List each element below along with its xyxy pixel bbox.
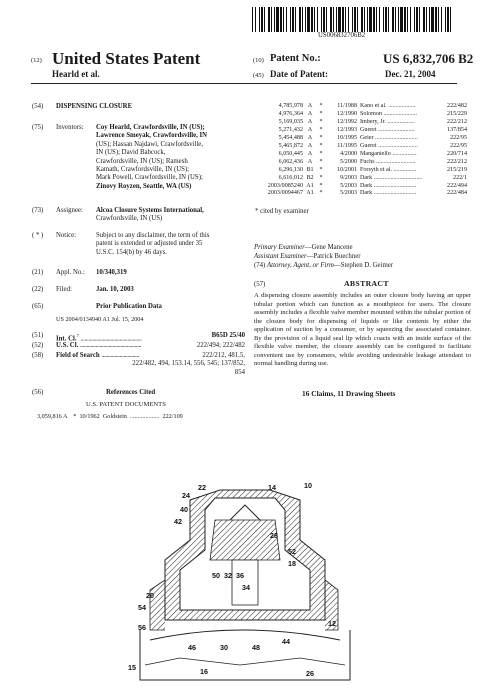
uscl-dots: ...............................................	[80, 342, 142, 349]
inventor-line: Zinovy Royzen, Seattle, WA (US)	[96, 182, 192, 190]
barcode-bar	[283, 7, 284, 32]
barcode-bar	[376, 7, 377, 32]
figure-label: 32	[224, 571, 232, 580]
barcode-bar	[307, 7, 310, 32]
barcode-bar	[317, 7, 318, 32]
intcl-label: Int. Cl.	[56, 335, 77, 343]
reference-kind: A1	[306, 190, 314, 197]
barcode-bar	[314, 7, 315, 32]
reference-inventor: Gueret ........................	[360, 126, 415, 133]
refs-subheading: U.S. PATENT DOCUMENTS	[86, 401, 166, 408]
barcode-bar	[323, 7, 325, 32]
reference-row	[255, 167, 467, 175]
barcode-bar	[426, 7, 427, 32]
reference-number: 4,785,978	[278, 103, 303, 109]
barcode-bar	[431, 7, 434, 32]
barcode-bar	[385, 7, 387, 32]
reference-number: 5,454,488	[278, 134, 303, 141]
reference-inventor: Dark ............................	[360, 190, 417, 197]
notice-line: U.S.C. 154(b) by 46 days.	[96, 248, 167, 256]
intcl-dots: ...............................................	[80, 335, 142, 343]
container-neck	[150, 630, 340, 640]
appl-number: 10/340,319	[96, 269, 127, 276]
reference-date: 5/2003	[340, 190, 357, 197]
primary-examiner	[254, 244, 353, 252]
figure-label: 12	[328, 619, 336, 628]
search-code: (58)	[32, 352, 44, 359]
reference-date: 12/1993	[337, 126, 357, 133]
primary-examiner-name: —Gene Mancene	[304, 244, 353, 251]
refs-heading: References Cited	[106, 389, 156, 396]
reference-kind: A1	[306, 182, 314, 189]
figure-label: 48	[252, 643, 260, 652]
reference-date: 10/1995	[337, 134, 357, 141]
reference-number: 2003/0085240	[267, 182, 303, 189]
authors: Hearld et al.	[52, 69, 100, 79]
barcode-bar	[367, 7, 368, 32]
inventor-line: Coy Hearld, Crawfordsville, IN (US);	[96, 124, 205, 131]
inventors-list	[96, 124, 246, 191]
reference-inventor: Dark ................................	[360, 174, 423, 181]
reference-star: *	[319, 103, 323, 109]
barcode-bar	[302, 7, 303, 32]
attorney	[254, 262, 393, 270]
reference-star: *	[319, 134, 323, 141]
assignee-line: Alcoa Closure Systems International,	[96, 207, 204, 214]
reference-star: *	[319, 158, 323, 165]
barcode-bar	[419, 7, 420, 32]
prior-code: (65)	[32, 303, 44, 310]
refs-code: (56)	[32, 389, 44, 396]
figure-label: 20	[146, 591, 154, 600]
references-table	[255, 103, 467, 198]
barcode-bar	[388, 7, 389, 32]
container-thread	[145, 658, 345, 665]
reference-number: 5,465,872	[278, 142, 303, 149]
reference-class: 222/95	[450, 134, 467, 141]
barcode-bar	[383, 7, 384, 32]
barcode-bar	[441, 7, 442, 32]
reference-row	[255, 127, 467, 135]
inventor-line: Kamath, Crawfordsville, IN (US);	[96, 166, 190, 174]
patent-drawing	[120, 480, 360, 690]
search-classes	[96, 352, 245, 377]
inventor-line: Crawfordsville, IN (US); Ramesh	[96, 157, 188, 165]
barcode-bar	[280, 7, 282, 32]
reference-row	[255, 103, 467, 111]
document-title: United States Patent	[52, 49, 201, 68]
reference-inventor: Manganiello ................	[360, 150, 417, 157]
barcode-bar	[338, 7, 341, 32]
barcode-bar	[398, 7, 399, 32]
barcode-bar	[345, 7, 346, 32]
inventor-line: Mark Powell, Crawfordsville, IN (US);	[96, 174, 203, 182]
inventors-code: (75)	[32, 124, 44, 131]
barcode-bar	[373, 7, 375, 32]
reference-date: 10/2001	[337, 166, 357, 173]
intcl-value: B65D 25/40	[211, 332, 245, 339]
barcode-bar	[445, 7, 446, 32]
assistant-examiner-label: Assistant Examiner	[254, 253, 307, 260]
reference-date: 9/2003	[340, 174, 357, 181]
reference-date: 5/2003	[340, 182, 357, 189]
barcode-bar	[407, 7, 408, 32]
uscl-label: U.S. Cl.	[56, 342, 79, 349]
prior-heading: Prior Publication Data	[96, 303, 162, 310]
notice-line: patent is extended or adjusted under 35	[96, 240, 203, 248]
attorney-name: —Stephen D. Geimer	[333, 262, 394, 269]
reference-class: 215/229	[447, 110, 467, 117]
reference-row	[255, 159, 467, 167]
barcode-bar	[410, 7, 411, 32]
figure-label: 10	[304, 481, 312, 490]
search-dots: .............................	[101, 352, 140, 359]
barcode-bar	[361, 7, 363, 32]
reference-star: *	[319, 118, 323, 125]
figure-label: 26	[306, 669, 314, 678]
barcode-bar	[435, 7, 437, 32]
reference-class: 137/854	[447, 126, 467, 133]
date-label: Date of Patent:	[270, 69, 328, 79]
reference-star: *	[319, 190, 323, 197]
reference-entry: 3,059,816 A * 10/1962 Goldstein ................... 222/109	[37, 413, 183, 420]
reference-class: 220/714	[447, 150, 467, 157]
figure-label: 46	[188, 643, 196, 652]
barcode-bar	[342, 7, 344, 32]
barcode-bar	[392, 7, 394, 32]
inventors-label: Inventors:	[56, 124, 84, 131]
uscl-value: 222/494; 222/482	[196, 342, 245, 349]
reference-star: *	[319, 126, 323, 133]
reference-inventor: Gueret ..........................	[360, 142, 418, 149]
filed-date: Jan. 10, 2003	[96, 286, 134, 293]
barcode-bar	[357, 7, 358, 32]
barcode-bar	[292, 7, 294, 32]
reference-star: *	[319, 110, 323, 117]
barcode-bar	[326, 7, 327, 32]
reference-date: 5/2000	[340, 158, 357, 165]
header-divider	[31, 83, 457, 84]
abstract-text: A dispensing closure assembly includes an outer closure body having an upper tubular portion which can function as a mouthpiece for users. The closure assembly includes a flexible valve member mounted within the tubular portion of the closure body for dispensing of liquids or like contents by either the application of suction by a consumer, or by squeezing the associated container. By the provision of a liquid seal lip which coacts with an inside surface of the flexible valve member, the closure assembly can be configured to facilitate convenient use by consumers, while avoiding undesirable leakage attendant to normal handling during use.	[254, 292, 471, 367]
figure-label: 18	[288, 559, 296, 568]
reference-row	[255, 190, 467, 198]
container-body	[140, 630, 350, 680]
barcode-bar	[259, 7, 260, 32]
reference-class: 222/484	[447, 190, 467, 197]
assistant-examiner	[254, 253, 360, 261]
reference-kind: A	[307, 103, 313, 109]
barcode-bar	[354, 7, 356, 32]
barcode-bar	[414, 7, 415, 32]
reference-inventor: Forsyth et al. ...............	[360, 166, 417, 173]
figure-label: 50	[212, 571, 220, 580]
barcode-bar	[450, 7, 451, 32]
uscl-code: (52)	[32, 342, 44, 349]
figure-label: 52	[288, 547, 296, 556]
reference-date: 4/2000	[340, 150, 357, 157]
reference-number: 6,616,012	[278, 174, 303, 181]
reference-class: 222/212	[447, 158, 467, 165]
figure-label: 24	[182, 491, 190, 500]
reference-row	[255, 183, 467, 191]
assignee	[96, 207, 246, 224]
reference-date: 12/1990	[337, 110, 357, 117]
reference-number: 6,050,445	[278, 150, 303, 157]
assignee-line: Crawfordsville, IN (US)	[96, 215, 163, 223]
reference-number: 5,169,035	[278, 118, 303, 125]
reference-class: 222/1	[453, 174, 467, 181]
barcode-bar	[416, 7, 418, 32]
barcode-bar	[395, 7, 396, 32]
reference-number: 6,296,130	[278, 166, 303, 173]
reference-class: 222/482	[447, 103, 467, 109]
barcode-bar	[447, 7, 449, 32]
notice-text	[96, 232, 246, 257]
reference-kind: A	[307, 134, 313, 141]
search-line: 222/212, 481.5,	[202, 352, 245, 359]
patent-number-label: Patent No.:	[270, 53, 321, 64]
appl-label: Appl. No.:	[56, 269, 85, 276]
reference-class: 222/494	[447, 182, 467, 189]
notice-code: ( * )	[32, 232, 44, 239]
assignee-label: Assignee:	[56, 207, 83, 214]
notice-line: Subject to any disclaimer, the term of this	[96, 232, 210, 239]
reference-date: 11/1988	[337, 103, 357, 109]
reference-star: *	[319, 150, 323, 157]
reference-date: 11/1995	[337, 142, 357, 149]
figure-label: 44	[282, 637, 290, 646]
title-code: (54)	[32, 103, 44, 110]
reference-star: *	[319, 166, 323, 173]
reference-inventor: Dark ............................	[360, 182, 417, 189]
barcode	[252, 7, 454, 32]
notice-label: Notice:	[56, 232, 77, 239]
reference-row	[255, 175, 467, 183]
search-line: 222/482, 494, 153.14, 556, 545; 137/852,	[132, 360, 245, 368]
barcode-bar	[429, 7, 430, 32]
filed-label: Filed:	[56, 286, 72, 293]
barcode-bar	[336, 7, 337, 32]
reference-kind: A	[307, 126, 313, 133]
reference-kind: A	[307, 118, 313, 125]
patent-date: Dec. 21, 2004	[385, 69, 436, 79]
inventor-line: Lawrence Smeyak, Crawfordsville, IN	[96, 132, 208, 140]
figure-label: 14	[268, 483, 276, 492]
barcode-text: US006832706B2	[318, 32, 366, 39]
reference-kind: A	[307, 158, 313, 165]
barcode-bar	[438, 7, 439, 32]
barcode-bar	[369, 7, 372, 32]
barcode-bar	[286, 7, 287, 32]
reference-inventor: Geier ............................	[360, 134, 418, 141]
reference-row	[255, 151, 467, 159]
search-line: 854	[234, 368, 245, 376]
barcode-bar	[364, 7, 365, 32]
primary-examiner-label: Primary Examiner	[254, 244, 305, 251]
reference-number: 5,271,432	[278, 126, 303, 133]
barcode-bar	[299, 7, 301, 32]
figure-label: 30	[220, 643, 228, 652]
inventor-line: (US); Hassan Najdawi, Crawfordsville,	[96, 140, 204, 148]
barcode-bar	[261, 7, 263, 32]
barcode-bar	[423, 7, 425, 32]
reference-number: 6,062,436	[278, 158, 303, 165]
skirt-left	[150, 580, 165, 630]
abstract-heading: ABSTRACT	[344, 279, 389, 288]
reference-kind: B2	[306, 174, 314, 181]
claims-summary: 16 Claims, 11 Drawing Sheets	[302, 389, 396, 398]
reference-row	[255, 111, 467, 119]
reference-star: *	[319, 182, 323, 189]
barcode-bar	[352, 7, 353, 32]
reference-class: 222/212	[447, 118, 467, 125]
reference-kind: A	[307, 110, 313, 117]
barcode-bar	[255, 7, 256, 32]
valve-member	[210, 520, 280, 560]
prior-publication: US 2004/0134940 A1 Jul. 15, 2004	[56, 316, 144, 323]
attorney-code: (74)	[254, 262, 266, 269]
reference-row	[255, 135, 467, 143]
figure-label: 34	[242, 583, 250, 592]
barcode-bar	[305, 7, 306, 32]
reference-class: 222/95	[450, 142, 467, 149]
barcode-bar	[290, 7, 291, 32]
figure-label: 40	[180, 505, 188, 514]
reference-kind: A	[307, 150, 313, 157]
barcode-bar	[321, 7, 322, 32]
search-label: Field of Search	[56, 352, 100, 359]
reference-row	[255, 119, 467, 127]
barcode-bar	[311, 7, 313, 32]
assistant-examiner-name: —Patrick Buechner	[306, 253, 361, 260]
barcode-bar	[264, 7, 265, 32]
reference-row	[255, 143, 467, 151]
reference-inventor: Solomon ......................	[360, 110, 418, 117]
figure-label: 16	[200, 667, 208, 676]
figure-label: 28	[270, 531, 278, 540]
reference-star: *	[319, 174, 323, 181]
inventor-line: IN (US); David Babcock,	[96, 149, 166, 157]
reference-number: 2003/0094467	[267, 190, 303, 197]
barcode-bar	[268, 7, 270, 32]
figure-label: 36	[236, 571, 244, 580]
reference-class: 215/219	[447, 166, 467, 173]
figure-label: 22	[198, 483, 206, 492]
barcode-bar	[274, 7, 275, 32]
reference-inventor: Kano et al. ..................	[360, 103, 416, 109]
reference-kind: A	[307, 142, 313, 149]
intcl-code: (51)	[32, 332, 44, 339]
barcode-bar	[295, 7, 296, 32]
barcode-bar	[379, 7, 380, 32]
header-code-10: (10)	[253, 57, 264, 64]
invention-title: DISPENSING CLOSURE	[56, 103, 133, 110]
barcode-bar	[276, 7, 279, 32]
patent-number: US 6,832,706 B2	[383, 51, 474, 66]
barcode-bar	[252, 7, 253, 32]
reference-number: 4,976,364	[278, 110, 303, 117]
figure-label: 54	[138, 603, 146, 612]
reference-kind: B1	[306, 166, 314, 173]
abstract-code: (57)	[254, 281, 266, 288]
reference-star: *	[319, 142, 323, 149]
reference-inventor: Fuchs ..........................	[360, 158, 416, 165]
assignee-code: (73)	[32, 207, 44, 214]
barcode-bar	[400, 7, 403, 32]
figure-label: 15	[128, 663, 136, 672]
filed-code: (22)	[32, 286, 44, 293]
barcode-bar	[271, 7, 272, 32]
intcl-sup: 7	[76, 333, 79, 338]
reference-date: 12/1992	[337, 118, 357, 125]
cited-by-examiner: * cited by examiner	[255, 208, 309, 215]
barcode-bar	[348, 7, 349, 32]
figure-label: 42	[174, 517, 182, 526]
barcode-bar	[333, 7, 334, 32]
header-code-12: (12)	[31, 57, 42, 64]
reference-inventor: Imbery, Jr. ..................	[360, 118, 415, 125]
appl-code: (21)	[32, 269, 44, 276]
attorney-label: Attorney, Agent, or Firm	[267, 262, 334, 269]
barcode-bar	[330, 7, 332, 32]
figure-label: 56	[138, 623, 146, 632]
header-code-45: (45)	[253, 72, 264, 79]
barcode-bar	[404, 7, 406, 32]
